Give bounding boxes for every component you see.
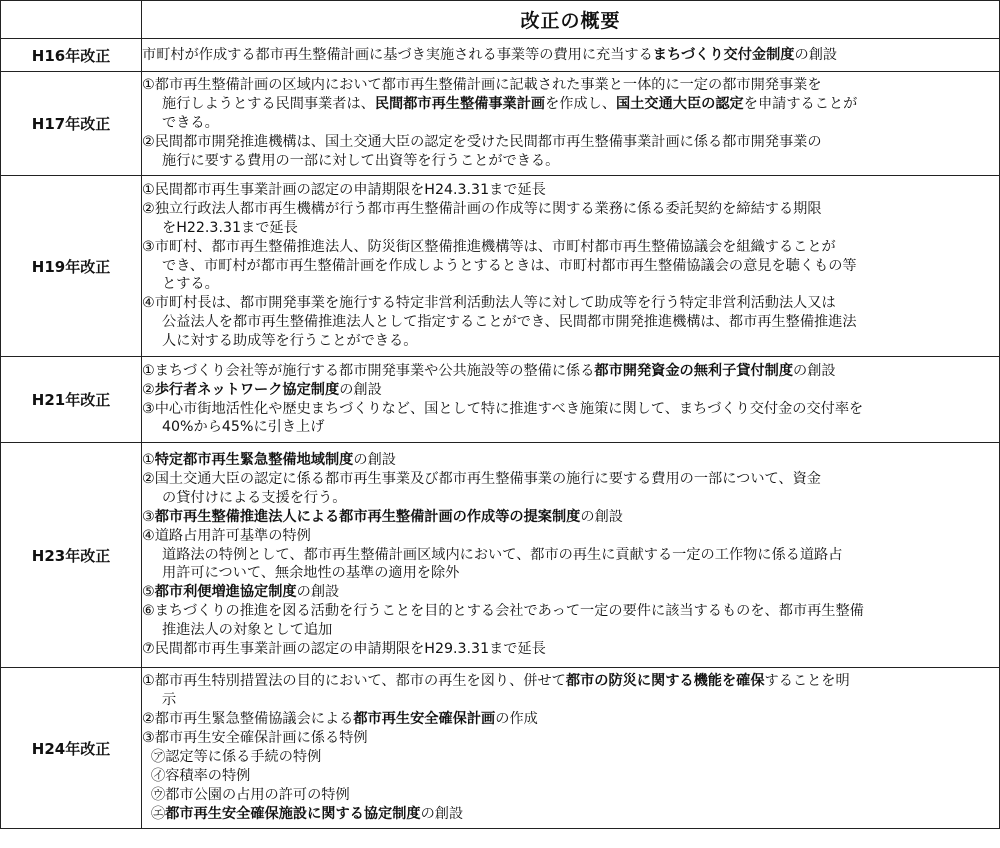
text-line: 40%から45%に引き上げ — [162, 419, 325, 436]
text-line: 市町村が作成する都市再生整備計画に基づき実施される事業等の費用に充当する — [142, 46, 653, 63]
text-line: ㋐認定等に係る手続の特例 — [151, 749, 322, 765]
row-content — [142, 668, 1000, 829]
text-line: ①都市再生特別措置法の目的において、都市の再生を図り、併せて — [142, 673, 566, 690]
text-line: ②独立行政法人都市再生機構が行う都市再生整備計画の作成等に関する業務に係る委託契約を締結する期限 — [142, 200, 822, 217]
text-line: ① — [142, 452, 155, 469]
text-line: をH22.3.31まで延長 — [162, 219, 298, 236]
text-line: ㋓ — [151, 805, 166, 822]
text-line: ② — [142, 381, 155, 398]
row-label: H19年改正 — [1, 176, 142, 357]
header-row — [1, 1, 1000, 39]
row-label: H17年改正 — [1, 72, 142, 176]
bold-term: 国土交通大臣の認定 — [616, 96, 744, 113]
text-line: の創設 — [296, 584, 340, 601]
bold-term: 民間都市再生整備事業計画 — [374, 96, 546, 113]
text-line: とする。 — [162, 276, 219, 293]
text-line: の貸付けによる支援を行う。 — [162, 489, 347, 506]
text-line: できる。 — [162, 115, 219, 132]
table-row — [1, 668, 1000, 829]
text-line: 施行しようとする民間事業者は、 — [162, 96, 375, 113]
text-line: の創設 — [353, 452, 396, 469]
row-label: H23年改正 — [1, 443, 142, 668]
row-content — [142, 72, 1000, 176]
text-line: の創設 — [794, 46, 838, 63]
row-label: H24年改正 — [1, 668, 142, 829]
bold-term: 都市再生安全確保施設に関する協定制度 — [165, 805, 421, 822]
text-line: 施行に要する費用の一部に対して出資等を行うことができる。 — [162, 152, 560, 169]
bold-term: 都市再生整備推進法人による都市再生整備計画の作成等の提案制度 — [154, 508, 581, 525]
text-line: ②民間都市開発推進機構は、国土交通大臣の認定を受けた民間都市再生整備事業計画に係る都市開発事業の — [142, 133, 822, 150]
text-line: ⑦民間都市再生事業計画の認定の申請期限をH29.3.31まで延長 — [142, 641, 546, 658]
text-line: ①民間都市再生事業計画の認定の申請期限をH24.3.31まで延長 — [142, 181, 546, 198]
text-line: 推進法人の対象として追加 — [162, 622, 333, 639]
text-line: ㋑容積率の特例 — [151, 767, 251, 784]
text-line: 公益法人を都市再生整備推進法人として指定することができ、民間都市開発推進機構は、都市再生整備推進法 — [162, 314, 857, 331]
text-line: でき、市町村が都市再生整備計画を作成しようとするときは、市町村都市再生整備協議会の意見を聴くもの等 — [162, 257, 857, 274]
text-line: ④市町村長は、都市開発事業を施行する特定非営利活動法人等に対して助成等を行う特定非営利活動法人又は — [142, 295, 836, 312]
text-line: の創設 — [793, 362, 836, 379]
table-row — [1, 39, 1000, 72]
bold-term: 特定都市再生緊急整備地域制度 — [154, 452, 354, 469]
row-label: H16年改正 — [1, 39, 142, 72]
text-line: ③市町村、都市再生整備推進法人、防災街区整備推進機構等は、市町村都市再生整備協議会を組織することが — [142, 238, 836, 255]
text-line: 道路法の特例として、都市再生整備計画区域内において、都市の再生に貢献する一定の工作物に係る道路占 — [162, 546, 843, 563]
bold-term: 都市開発資金の無利子貸付制度 — [594, 362, 794, 379]
text-line: ⑤ — [142, 584, 155, 601]
bold-term: 歩行者ネットワーク協定制度 — [154, 381, 340, 398]
row-content — [142, 443, 1000, 668]
text-line: ③ — [142, 508, 155, 525]
row-content — [142, 39, 1000, 72]
text-line: することを明 — [764, 673, 850, 690]
table-row — [1, 176, 1000, 357]
row-content — [142, 176, 1000, 357]
table-row — [1, 357, 1000, 443]
bold-term: 都市再生安全確保計画 — [353, 711, 496, 728]
text-line: の作成 — [495, 711, 538, 728]
text-line: ④道路占用許可基準の特例 — [142, 527, 311, 544]
bold-term: 都市利便増進協定制度 — [154, 584, 297, 601]
table-row — [1, 72, 1000, 176]
header-title: 改正の概要 — [142, 1, 1000, 39]
row-content — [142, 357, 1000, 443]
text-line: の創設 — [420, 805, 464, 822]
text-line: ②国土交通大臣の認定に係る都市再生事業及び都市再生整備事業の施行に要する費用の一部について、資金 — [142, 470, 821, 487]
text-line: ①都市再生整備計画の区域内において都市再生整備計画に記載された事業と一体的に一定の都市開発事業を — [142, 77, 822, 94]
text-line: の創設 — [339, 381, 382, 398]
bold-term: 都市の防災に関する機能を確保 — [565, 673, 765, 690]
text-line: ②都市再生緊急整備協議会による — [142, 711, 354, 728]
text-line: を申請することが — [743, 96, 858, 113]
text-line: ⑥まちづくりの推進を図る活動を行うことを目的とする会社であって一定の要件に該当するものを、都市再生整備 — [142, 603, 864, 620]
text-line: ③都市再生安全確保計画に係る特例 — [142, 730, 368, 747]
header-blank-cell — [1, 1, 142, 39]
text-line: ㋒都市公園の占用の許可の特例 — [151, 786, 350, 803]
row-label: H21年改正 — [1, 357, 142, 443]
bold-term: まちづくり交付金制度 — [652, 46, 795, 63]
table-row — [1, 443, 1000, 668]
text-line: ①まちづくり会社等が施行する都市開発事業や公共施設等の整備に係る — [142, 362, 595, 379]
text-line: を作成し、 — [545, 96, 617, 113]
text-line: 人に対する助成等を行うことができる。 — [162, 333, 418, 350]
text-line: ③中心市街地活性化や歴史まちづくりなど、国として特に推進すべき施策に関して、まちづくり交付金の交付率を — [142, 400, 864, 417]
text-line: 用許可について、無余地性の基準の適用を除外 — [162, 565, 460, 582]
text-line: 示 — [162, 692, 177, 709]
text-line: の創設 — [580, 508, 623, 525]
